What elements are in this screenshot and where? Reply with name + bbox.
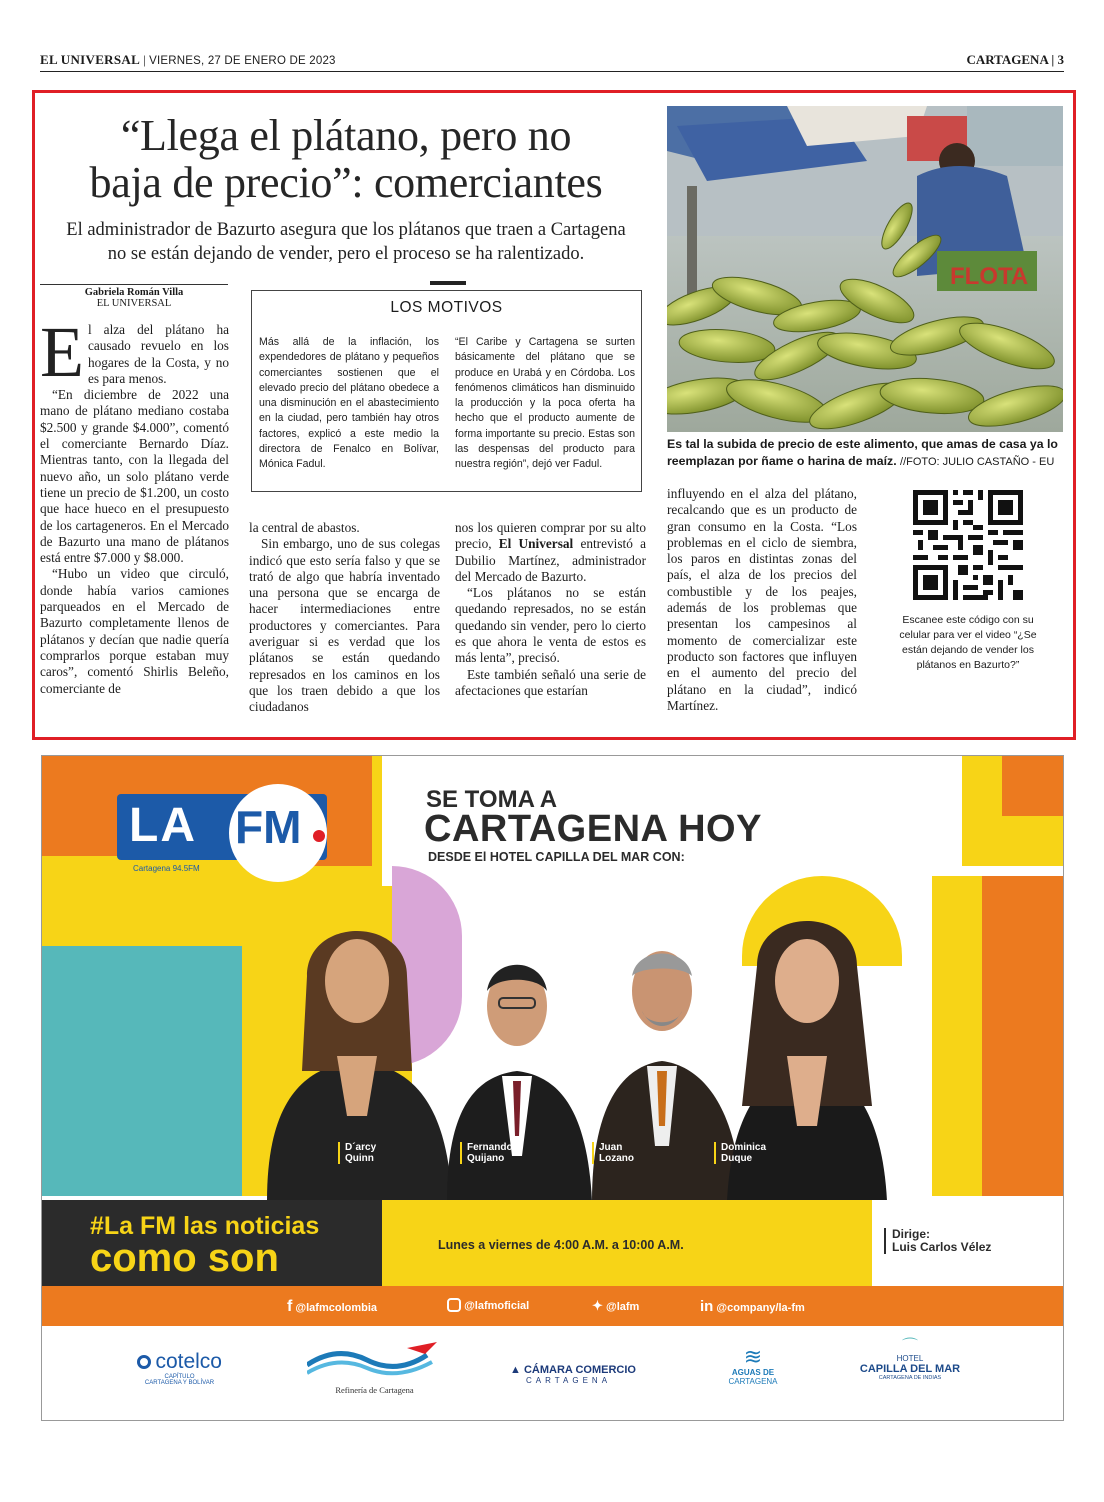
host-label-dominica: Dominica Duque xyxy=(714,1142,766,1164)
plantain-market-photo xyxy=(667,106,1063,432)
host-fernando-figure xyxy=(447,965,592,1201)
article-column-3: nos los quieren comprar por su alto precio, El Universal entrevistó a Dubilio Martínez, administrador del Mercado de Bazurto. “Los plátanos no se están quedando represados, no se están quedando sin vender, pero lo cierto es que ahora le venta de estos es más lenta”, precisó. Este también señaló una serie de afectaciones que estarían xyxy=(455,520,646,698)
director-label: Dirige: xyxy=(892,1227,931,1241)
instagram-icon xyxy=(447,1298,461,1312)
facebook-icon: f xyxy=(287,1298,293,1315)
social-instagram[interactable]: @lafmoficial xyxy=(447,1298,529,1312)
edition-date: VIERNES, 27 DE ENERO DE 2023 xyxy=(149,55,336,67)
schedule-text: Lunes a viernes de 4:00 A.M. a 10:00 A.M. xyxy=(438,1238,684,1252)
social-bar xyxy=(42,1286,1064,1326)
twitter-icon: ✦ xyxy=(592,1298,603,1313)
director-block xyxy=(872,1200,1064,1286)
host-label-darcy: D´arcy Quinn xyxy=(338,1142,376,1164)
sponsor-camara: ▲ CÁMARA COMERCIO CARTAGENA xyxy=(510,1364,636,1385)
ad-title-small: SE TOMA A xyxy=(426,786,558,813)
article-deck: El administrador de Bazurto asegura que los plátanos que traen a Cartagena no se están dejando de vender, pero el proceso se ha ralentizado. xyxy=(66,220,626,264)
director-name: Luis Carlos Vélez xyxy=(892,1240,992,1254)
qr-caption: Escanee este código con su celular para ver el video “¿Se están dejando de vender los plátanos en Bazurto?” xyxy=(899,614,1037,671)
refineria-wave-icon xyxy=(307,1340,442,1380)
lafm-frequency: Cartagena 94.5FM xyxy=(133,864,200,873)
social-linkedin[interactable]: in @company/la-fm xyxy=(700,1298,805,1315)
article-column-1: El alza del plátano ha causado revuelo en los hogares de la Costa, y no es para menos. “En diciembre de 2022 una mano de plátano mediano costaba $2.500 y grande $4.000”, comentó el comerciante Bernardo Díaz. Mientras tanto, con la llegada del nuevo año, un solo plátano verde tiene un precio de $1.200, un costo que hace hueco en el presupuesto de los cartageneros. En el Mercado de Bazurto una mano de plátanos está entre $7.000 y $8.000. “Hubo un video que circuló, donde había varios camiones parqueados en el Mercado de Bazurto completamente llenos de plátanos y decían que nadie quería comprarlos porque estaban muy caros”, comentó Shirlis Beleño, comerciante de xyxy=(40,312,229,696)
section-label: CARTAGENA | 3 xyxy=(966,52,1064,67)
byline xyxy=(40,284,228,309)
article-column-4: influyendo en el alza del plátano, recalcando que es un producto de gran consumo en la Costa. “Los problemas en el ciclo de siembra, los paros en distintas zonas del país, el alza de los precios del combustible y de los peajes, además de los problemas que presentan los campesinos al momento de comercializar este producto son factores que influyen en el aumento del precio del plátano en la ciudad”, indicó Martínez. xyxy=(667,486,857,713)
schedule-block xyxy=(382,1200,872,1286)
author-name: Gabriela Román Villa xyxy=(84,287,184,298)
slogan-block xyxy=(42,1200,382,1286)
photo-caption: Es tal la subida de precio de este alimento, que amas de casa ya lo reemplazan por ñame o harina de maíz. //FOTO: JULIO CASTAÑO - EU xyxy=(667,437,1058,468)
cotelco-icon xyxy=(137,1355,151,1369)
sponsor-aguas: ≋ AGUAS DE CARTAGENA xyxy=(718,1346,788,1386)
page-number: 3 xyxy=(1057,52,1064,67)
sponsor-cotelco: cotelco CAPÍTULO CARTAGENA Y BOLÍVAR xyxy=(137,1350,222,1386)
slogan-top: #La FM las noticias xyxy=(90,1212,320,1240)
publication-name: EL UNIVERSAL xyxy=(40,52,141,67)
qr-code[interactable] xyxy=(913,490,1023,600)
ad-title-sub: DESDE El HOTEL CAPILLA DEL MAR CON: xyxy=(428,850,685,864)
sidebar-los-motivos xyxy=(251,290,642,492)
sponsors-bar xyxy=(42,1326,1064,1421)
market-sign-text: FLOTA xyxy=(950,263,1029,290)
linkedin-icon: in xyxy=(700,1298,714,1315)
sponsor-hotel: ⌒ HOTEL CAPILLA DEL MAR CARTAGENA DE INDIAS xyxy=(850,1340,970,1381)
lafm-logo-fm: FM xyxy=(235,801,302,853)
ad-title-big: CARTAGENA HOY xyxy=(424,808,762,850)
hotel-bird-icon: ⌒ xyxy=(901,1338,918,1355)
sponsor-refineria: Refinería de Cartagena xyxy=(307,1340,442,1395)
author-outlet: EL UNIVERSAL xyxy=(96,298,172,309)
social-facebook[interactable]: f @lafmcolombia xyxy=(287,1298,378,1315)
article-column-2: la central de abastos. Sin embargo, uno de sus colegas indicó que esto sería falso y que se trató de algo que habría inventado una persona que se encarga de hacer intermediaciones entre productores y comerciantes. Para averiguar si es verdad que los plátanos se están quedando represados en los caminos en los que los traen debido a que los ciudadanos xyxy=(249,520,440,715)
article-photo xyxy=(667,106,1063,432)
sidebar-accent-bar xyxy=(430,281,466,285)
photo-credit: //FOTO: JULIO CASTAÑO - EU xyxy=(900,456,1055,468)
host-label-fernando: Fernando Quijano xyxy=(460,1142,513,1164)
article-headline: “Llega el plátano, pero no baja de precio”: comerciantes xyxy=(89,111,603,207)
drop-cap: E xyxy=(40,312,84,392)
slogan-bottom: como son xyxy=(90,1236,279,1280)
sidebar-title: LOS MOTIVOS xyxy=(390,299,503,316)
sidebar-column-1: Más allá de la inflación, los expendedores de plátano y pequeños comerciantes sostienen que el elevado precio del plátano obedece a una disminución en el abastecimiento en la ciudad, pero también hay otros factores, explicó a este medio la directora de Fenalco en Bolívar, Mónica Fadul. xyxy=(259,336,439,471)
ad-bg-teal xyxy=(42,946,242,1196)
newspaper-name-bold: El Universal xyxy=(498,536,574,552)
lafm-advertisement xyxy=(41,755,1064,1421)
lafm-logo-la: LA xyxy=(129,799,197,852)
page-masthead xyxy=(40,52,1064,72)
lafm-logo xyxy=(117,794,327,873)
host-label-juan: Juan Lozano xyxy=(592,1142,634,1164)
sidebar-column-2: “El Caribe y Cartagena se surten básicamente del plátano que se produce en Urabá y en Córdoba. Los fenómenos climáticos han disminuido la producción y la poca oferta ha hecho que el producto aumente de forma importante su precio. Estas son las despensas del producto para nuestra región”, dejó ver Fadul. xyxy=(455,336,635,471)
aguas-wave-icon: ≋ xyxy=(743,1344,763,1369)
masthead-separator: | xyxy=(143,52,146,67)
camara-icon: ▲ xyxy=(510,1364,521,1376)
social-twitter[interactable]: ✦ @lafm xyxy=(592,1298,640,1313)
